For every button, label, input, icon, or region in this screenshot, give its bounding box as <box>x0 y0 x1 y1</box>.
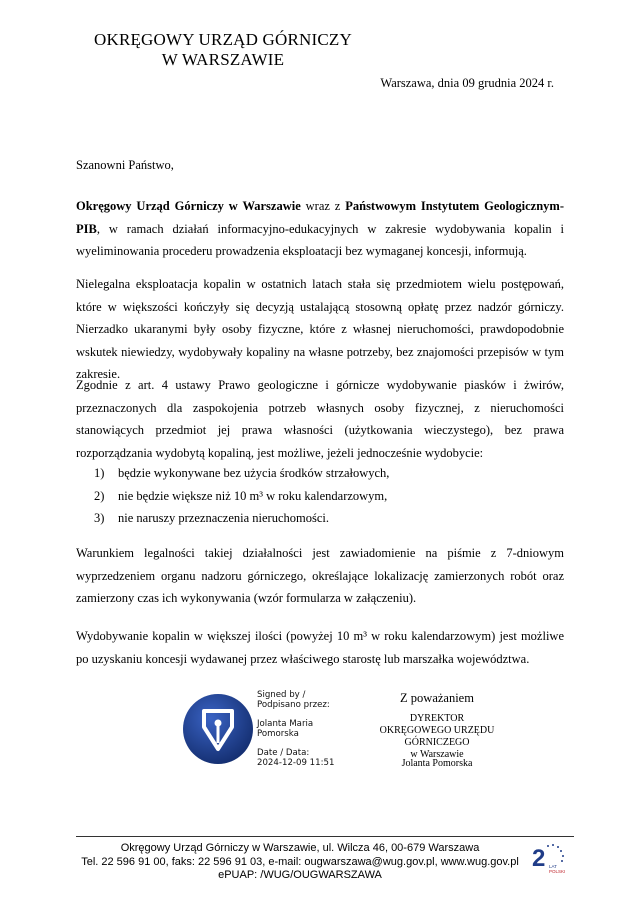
signed-by-label-pl: Podpisano przez: <box>257 700 330 710</box>
signature-details <box>257 690 334 768</box>
list-item <box>94 507 389 530</box>
list-item-text: nie będzie większe niż 10 m³ w roku kalendarzowym, <box>118 488 388 503</box>
paragraph-1-org1: Okręgowy Urząd Górniczy w Warszawie <box>76 199 301 213</box>
closing-title-line2: OKRĘGOWEGO URZĘDU GÓRNICZEGO <box>379 725 495 748</box>
footer-divider <box>76 836 574 837</box>
closing-title-line1: DYREKTOR <box>409 713 465 724</box>
list-item-text: nie naruszy przeznaczenia nieruchomości. <box>118 511 330 525</box>
closing-regards: Z poważaniem <box>400 691 474 705</box>
electronic-signature-pen-icon <box>182 693 254 765</box>
footer-contact <box>40 842 560 883</box>
signer-name-line2: Pomorska <box>257 729 299 739</box>
list-item-number: 2) <box>94 488 105 503</box>
footer-phone-email: Tel. 22 596 91 00, faks: 22 596 91 03, e-mail: ougwarszawa@wug.gov.pl, www.wug.gov.pl <box>81 855 519 868</box>
paragraph-1-text1: wraz z <box>300 199 346 213</box>
closing-title <box>352 713 522 761</box>
letter-date: Warszawa, dnia 09 grudnia 2024 r. <box>380 76 554 90</box>
list-item-number: 1) <box>94 466 105 480</box>
list-item <box>94 485 389 508</box>
paragraph-3: Zgodnie z art. 4 ustawy Prawo geologiczne i górnicze wydobywanie piasków i żwirów, przeznaczonych dla zaspokojenia potrzeb własnych osoby fizycznej, z nieruchomości stanowiących przedmiot jej prawa własności (użytkowania wieczystego), bez prawa rozporządzania wydobytą kopaliną, jest możliwe, jeżeli jednocześnie wydobycie: <box>76 378 564 460</box>
salutation: Szanowni Państwo, <box>76 158 174 172</box>
anniversary-logo-text2: POLSKI <box>549 869 566 874</box>
paragraph-2: Nielegalna eksploatacja kopalin w ostatnich latach stała się przedmiotem wielu postępowań, które w większości kończyły się decyzją ustalającą stosowną opłatę przez nadzór górniczy. Nierzadko ukaranymi były osoby fizyczne, które z własnej nieruchomości, prawdopodobnie wskutek niewiedzy, wydobywały kopaliny na własne potrzeby, bez znajomości przepisów w tym zakresie. <box>76 277 564 381</box>
closing-name: Jolanta Pomorska <box>401 758 473 769</box>
office-header-line2: W WARSZAWIE <box>161 50 285 69</box>
list-item-text: będzie wykonywane bez użycia środków strzałowych, <box>118 466 390 480</box>
paragraph-5: Wydobywanie kopalin w większej ilości (powyżej 10 m³ w roku kalendarzowym) jest możliwe po uzyskaniu koncesji wydawanej przez właściwego starostę lub marszałka województwa. <box>76 629 564 666</box>
paragraph-4: Warunkiem legalności takiej działalności jest zawiadomienie na piśmie z 7-dniowym wyprzedzeniem organu nadzoru górniczego, określające lokalizację zamierzonych robót oraz zamierzony czas ich wykonywania (wzór formularza w załączeniu). <box>76 546 564 605</box>
office-header <box>88 30 358 70</box>
paragraph-1 <box>76 195 564 263</box>
closing-title-line3: w Warszawie <box>410 749 464 760</box>
office-header-line1: OKRĘGOWY URZĄD GÓRNICZY <box>93 30 352 49</box>
signature-date-value: 2024-12-09 11:51 <box>257 758 335 768</box>
signed-by-label: Signed by / <box>257 690 306 700</box>
footer-epuap: ePUAP: /WUG/OUGWARSZAWA <box>218 869 382 881</box>
list-item <box>94 462 389 485</box>
signer-name-line1: Jolanta Maria <box>257 719 314 729</box>
paragraph-1-text2: , w ramach działań informacyjno-edukacyjnych w zakresie wydobywania kopalin i wyeliminowania procederu prowadzenia eksploatacji bez wymaganej koncesji, informują. <box>76 221 564 258</box>
anniversary-logo-number: 2 <box>532 845 546 872</box>
footer-address: Okręgowy Urząd Górniczy w Warszawie, ul. Wilcza 46, 00-679 Warszawa <box>120 842 480 854</box>
anniversary-logo-text1: LAT <box>549 864 557 869</box>
signature-date-label: Date / Data: <box>257 748 310 758</box>
conditions-list <box>94 462 389 530</box>
list-item-number: 3) <box>94 511 105 525</box>
anniversary-logo-icon <box>530 842 566 876</box>
paragraph-1-org2: Państwowym Instytutem Geologicznym-PIB <box>76 199 564 236</box>
